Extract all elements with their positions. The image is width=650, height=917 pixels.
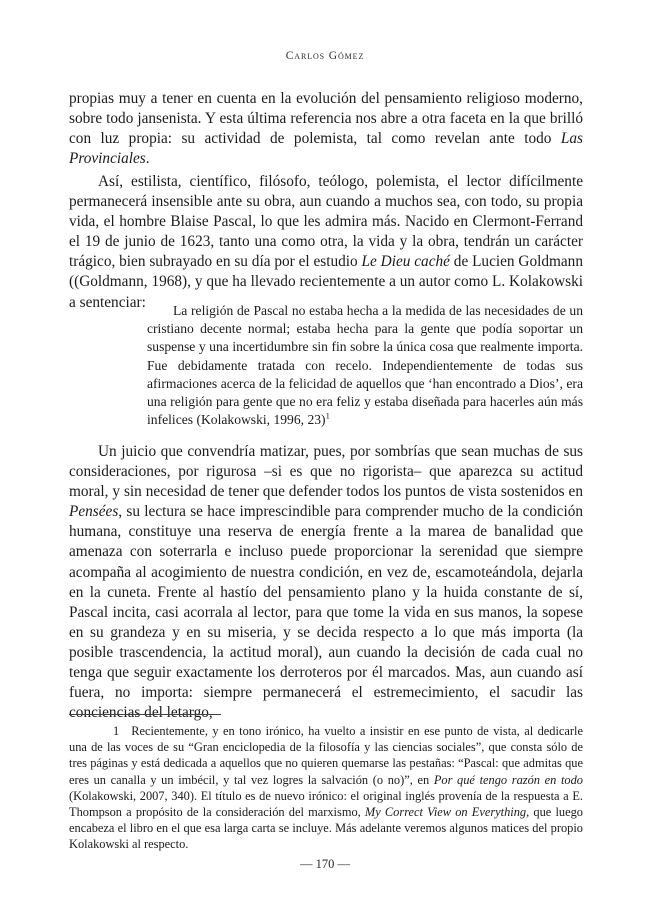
paragraph-3-title-pensees: Pensées bbox=[69, 503, 119, 521]
footnote bbox=[69, 723, 583, 853]
paragraph-1 bbox=[69, 89, 583, 169]
paragraph-2 bbox=[69, 172, 583, 313]
footnote-text-a: Recientemente, y en tono irónico, ha vuelto a insistir en ese punto de vista, al dedicarle una de las voces de su “Gran enciclopedia de la filosofía y las ciencias sociales”, que consta sólo de tres páginas y está dedicada a aquellos que no quieren quemarse las pestañas: “Pascal: que admitas que eres un canalla y un imbécil, y tal vez logres la salvación (o no)”, en bbox=[69, 724, 583, 787]
paragraph-2-text-a: Así, estilista, científico, filósofo, teólogo, polemista, el lector difícilmente permanecerá insensible ante su obra, aun cuando a muchos sea, con todo, su propia vida, el hombre Blaise Pascal, lo que les admira más. Nacido en Clermont-Ferrand el 19 de junio de 1623, tanto una como otra, la vida y la obra, tendrán un carácter trágico, bien subrayado en su día por el estudio bbox=[69, 173, 583, 271]
footnote-reference[interactable]: 1 bbox=[325, 410, 330, 421]
footnote-text-e: , que luego encabeza el libro en el que esa larga carta se incluye. Más adelante veremos algunos matices del propio Kolakowski al respecto. bbox=[69, 805, 583, 852]
footnote-title-por-que: Por qué tengo razón en todo bbox=[433, 772, 583, 787]
paragraph-3-text-c: , su lectura se hace imprescindible para comprender mucho de la condición humana, constituye una reserva de energía frente a la marea de banalidad que amenaza con soterrarla e incluso puede proporcionar la serenidad que siempre acompaña al acogimiento de nuestra condición, en vez de, escamoteándola, dejarla en la cuneta. Frente al hastío del pensamiento plano y la huida constante de sí, Pascal incita, casi acorrala al lector, para que tome la vida en sus manos, la sopese en su grandeza y en su miseria, y se decida respecto a lo que más importa (la posible trascendencia, la actitud moral), aun cuando la decisión de cada cual no tenga que seguir exactamente los derroteros por él marcados. Mas, aun cuando así fuera, no importa: siempre permanecerá el estremecimiento, el sacudir las conciencias del letargo, bbox=[69, 503, 583, 722]
footnote-title-my-correct-view: My Correct View on Everything bbox=[364, 805, 527, 820]
running-head: Carlos Gómez bbox=[285, 50, 365, 62]
paragraph-2-title-dieu-cache: Le Dieu caché bbox=[361, 253, 450, 271]
block-quote bbox=[147, 302, 583, 429]
paragraph-1-text-a: propias muy a tener en cuenta en la evolución del pensamiento religioso moderno, sobre todo jansenista. Y esta última referencia nos abre a otra faceta en la que brilló con luz propia: su actividad de polemista, tal como revelan ante todo bbox=[69, 90, 583, 148]
footnote-number: 1 bbox=[113, 724, 120, 738]
footnote-divider bbox=[69, 714, 221, 715]
paragraph-3-text-a: Un juicio que convendría matizar, pues, por sombrías que sean muchas de sus consideraciones, por rigurosa –si es que no rigorista– que aparezca su actitud moral, y sin necesidad de tener que defender todos los puntos de vista sostenidos en bbox=[69, 443, 583, 501]
page-number: — 170 — bbox=[300, 857, 350, 871]
block-quote-text: La religión de Pascal no estaba hecha a la medida de las necesidades de un cristiano decente normal; estaba hecha para la gente que podía soportar un suspense y una incertidumbre sin fin sobre la única cosa que realmente importa. Fue debidamente tratada con recelo. Independientemente de todas sus afirmaciones acerca de la felicidad de aquellos que ‘han encontrado a Dios’, era una religión para gente que no era feliz y estaba diseñada para hacerles aún más infelices (Kolakowski, 1996, 23) bbox=[147, 303, 583, 428]
footnote-text-c: (Kolakowski, 2007, 340). El título es de nuevo irónico: el original inglés provenía de la respuesta a E. Thompson a propósito de la consideración del marxismo, bbox=[69, 788, 583, 820]
paragraph-3 bbox=[69, 442, 583, 723]
paragraph-2-text-c: de Lucien Goldmann ((Goldmann, 1968), y que ha llevado recientemente a un autor como L. Kolakowski a sentenciar: bbox=[69, 253, 583, 311]
paragraph-1-text-c: . bbox=[145, 150, 150, 168]
paragraph-1-title-provinciales: Las Provinciales bbox=[69, 130, 583, 168]
